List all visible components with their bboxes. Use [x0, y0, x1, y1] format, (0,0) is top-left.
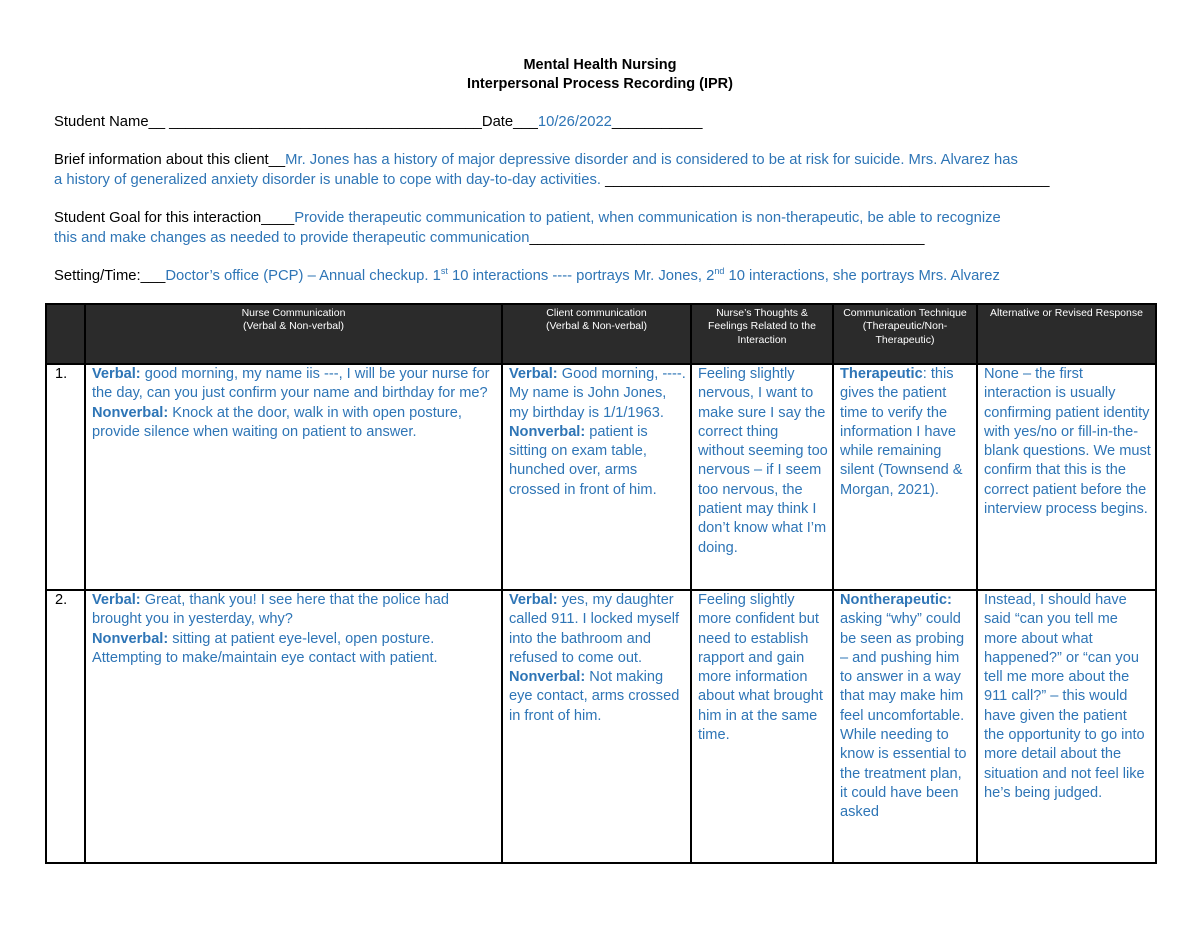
brief-info-line2: a history of generalized anxiety disorder is unable to cope with day-to-day activities. [54, 171, 606, 188]
brief-info-blank-pre: __ [268, 152, 286, 168]
row-number: 1. [46, 364, 85, 590]
brief-info-block [54, 151, 1154, 190]
student-goal-blank-pre: ____ [261, 210, 295, 226]
header-client-communication: Client communication (Verbal & Non-verbal) [502, 304, 691, 364]
header-nurse-thoughts: Nurse’s Thoughts & Feelings Related to the Interaction [691, 304, 833, 364]
student-goal-block [54, 209, 1154, 248]
student-goal-line1: Provide therapeutic communication to patient, when communication is non-therapeutic, be able to recognize [294, 210, 1001, 226]
nurse-communication-cell: Verbal: Great, thank you! I see here that the police had brought you in yesterday, why? Nonverbal: sitting at patient eye-level, open posture. Attempting to make/maintain eye contact with patient. [85, 590, 502, 863]
student-goal-line2: this and make changes as needed to provide therapeutic communication [54, 229, 530, 246]
date-value: 10/26/2022 [537, 114, 612, 130]
table-row [46, 364, 1156, 590]
brief-info-label: Brief information about this client [54, 152, 269, 168]
document-subtitle: Interpersonal Process Recording (IPR) [467, 76, 733, 92]
client-communication-cell: Verbal: yes, my daughter called 911. I locked myself into the bathroom and refused to come out. Nonverbal: Not making eye contact, arms crossed in front of him. [502, 590, 691, 863]
student-goal-label: Student Goal for this interaction [54, 210, 262, 226]
date-blank-post: ___________ [611, 114, 703, 130]
setting-label: Setting/Time: [54, 268, 141, 284]
setting-blank-pre: ___ [140, 268, 166, 284]
nurse-thoughts-cell: Feeling slightly nervous, I want to make sure I say the correct thing without seeming too nervous – if I seem too nervous, the patient may think I don’t know what I’m doing. [691, 364, 833, 590]
alternative-response-cell: None – the first interaction is usually confirming patient identity with yes/no or fill-in-the-blank questions. We must confirm that this is the correct patient before the interview process begins. [977, 364, 1156, 590]
student-name-line [54, 113, 1154, 133]
student-name-blank: __ ______________________________________ [148, 114, 482, 130]
student-name-label: Student Name [54, 114, 149, 130]
nurse-communication-cell: Verbal: good morning, my name iis ---, I will be your nurse for the day, can you just confirm your name and birthday for me? Nonverbal: Knock at the door, walk in with open posture, provide silence when waiting on patient to answer. [85, 364, 502, 590]
table-header-row [46, 304, 1156, 364]
technique-cell: Therapeutic: this gives the patient time to verify the information I have while remaining silent (Townsend & Morgan, 2021). [833, 364, 977, 590]
date-label: Date [481, 114, 514, 130]
client-communication-cell: Verbal: Good morning, ----. My name is John Jones, my birthday is 1/1/1963. Nonverbal: patient is sitting on exam table, hunched over, arms crossed in front of him. [502, 364, 691, 590]
date-blank-pre: ___ [513, 114, 538, 130]
document-title: Mental Health Nursing [523, 57, 677, 73]
technique-cell: Nontherapeutic: asking “why” could be seen as probing – and pushing him to answer in a way that may make him feel uncomfortable. While needing to know is essential to the treatment plan, it could have been asked [833, 590, 977, 863]
ipr-table [45, 303, 1157, 864]
header-alternative-response: Alternative or Revised Response [977, 304, 1156, 364]
setting-line [54, 267, 1154, 287]
brief-info-line1: Mr. Jones has a history of major depressive disorder and is considered to be at risk for suicide. Mrs. Alvarez has [285, 152, 1018, 168]
setting-value: Doctor’s office (PCP) – Annual checkup. 1st 10 interactions ---- portrays Mr. Jones, 2nd 10 interactions, she portrays Mrs. Alvarez [165, 266, 1000, 284]
header-number [46, 304, 85, 364]
nurse-thoughts-cell: Feeling slightly more confident but need to establish rapport and gain more information about what brought him in at the same time. [691, 590, 833, 863]
table-row [46, 590, 1156, 863]
row-number: 2. [46, 590, 85, 863]
alternative-response-cell: Instead, I should have said “can you tell me more about what happened?” or “can you tell me more about the 911 call?” – this would have given the patient the opportunity to go into more detail about the situation and not feel like he’s being judged. [977, 590, 1156, 863]
student-goal-blank: ________________________________________________ [529, 229, 925, 246]
brief-info-blank: ______________________________________________________ [605, 171, 1050, 188]
header-communication-technique: Communication Technique (Therapeutic/Non-Therapeutic) [833, 304, 977, 364]
header-nurse-communication: Nurse Communication (Verbal & Non-verbal) [85, 304, 502, 364]
